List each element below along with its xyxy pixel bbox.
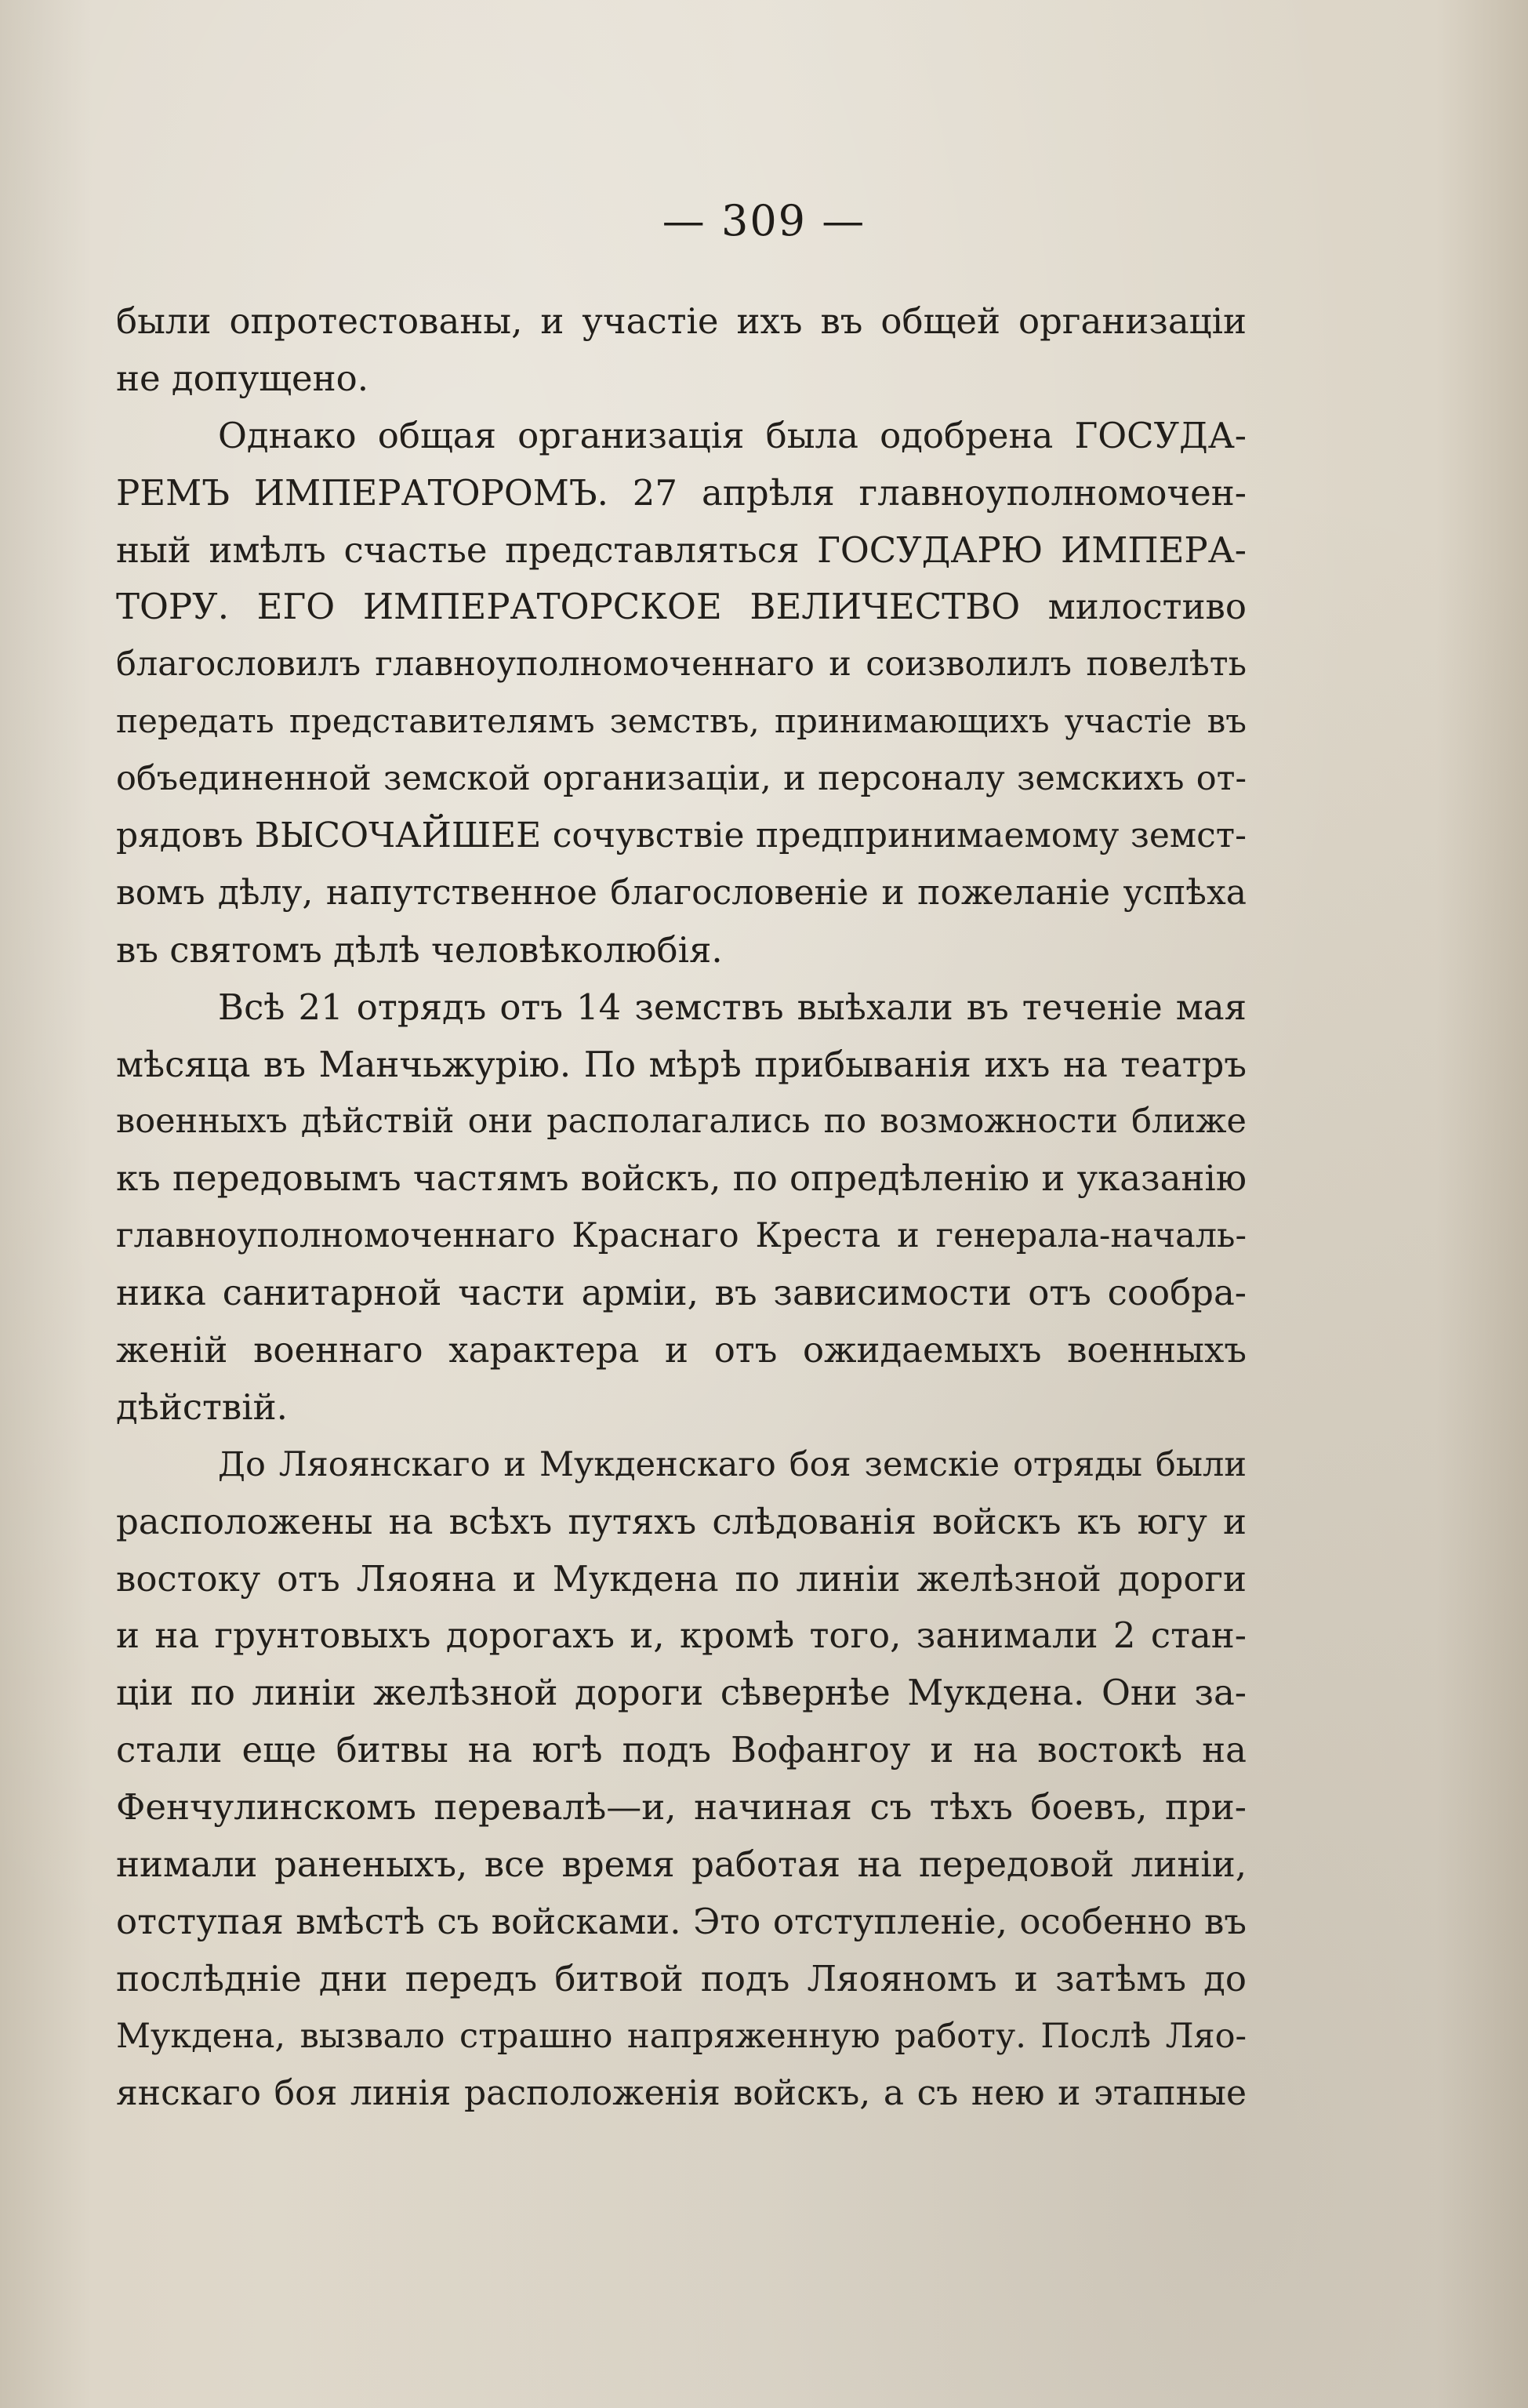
- text-line: ціи по линіи желѣзной дороги сѣвернѣе Мукдена. Они за-: [116, 1672, 1247, 1714]
- text-line: и на грунтовыхъ дорогахъ и, кромѣ того, занимали 2 стан-: [116, 1614, 1247, 1657]
- text-line: вомъ дѣлу, напутственное благословеніе и пожеланіе успѣха: [116, 872, 1247, 913]
- text-line: въ святомъ дѣлѣ человѣколюбія.: [116, 928, 723, 971]
- text-line: ника санитарной части арміи, въ зависимости отъ сообра-: [116, 1272, 1247, 1314]
- text-line: мѣсяца въ Манчьжурію. По мѣрѣ прибыванія ихъ на театръ: [116, 1043, 1247, 1085]
- text-line: объединенной земской организаціи, и персоналу земскихъ от-: [116, 759, 1247, 799]
- text-line: послѣдніе дни передъ битвой подъ Ляояномъ и затѣмъ до: [116, 1957, 1247, 1999]
- text-line: янскаго боя линія расположенія войскъ, а съ нею и этапные: [116, 2072, 1247, 2113]
- text-line: РЕМЪ ИМПЕРАТОРОМЪ. 27 апрѣля главноуполномочен-: [116, 471, 1247, 514]
- text-line: дѣйствій.: [116, 1386, 288, 1428]
- text-line: Мукдена, вызвало страшно напряженную работу. Послѣ Ляо-: [116, 2016, 1247, 2056]
- page-number: — 309 —: [662, 196, 866, 245]
- text-line: къ передовымъ частямъ войскъ, по опредѣленію и указанію: [116, 1157, 1247, 1200]
- text-line: благословилъ главноуполномоченнаго и соизволилъ повелѣть: [116, 645, 1247, 685]
- text-line: ТОРУ. ЕГО ИМПЕРАТОРСКОЕ ВЕЛИЧЕСТВО милостиво: [116, 586, 1247, 628]
- text-line: главноуполномоченнаго Краснаго Креста и генерала-началь-: [116, 1216, 1247, 1256]
- text-line: не допущено.: [116, 357, 369, 399]
- text-line: До Ляоянскаго и Мукденскаго боя земскіе отряды были: [218, 1444, 1247, 1484]
- text-line: Всѣ 21 отрядъ отъ 14 земствъ выѣхали въ теченіе мая: [218, 986, 1247, 1028]
- text-line: женій военнаго характера и отъ ожидаемыхъ военныхъ: [116, 1329, 1247, 1371]
- text-line: расположены на всѣхъ путяхъ слѣдованія войскъ къ югу и: [116, 1500, 1247, 1542]
- text-line: востоку отъ Ляояна и Мукдена по линіи желѣзной дороги: [116, 1557, 1247, 1600]
- text-line: были опротестованы, и участіе ихъ въ общей организаціи: [116, 300, 1247, 342]
- text-line: передать представителямъ земствъ, принимающихъ участіе въ: [116, 702, 1247, 741]
- text-line: Однако общая организація была одобрена ГОСУДА-: [218, 414, 1247, 456]
- text-line: отступая вмѣстѣ съ войсками. Это отступленіе, особенно въ: [116, 1900, 1247, 1942]
- body-text: [116, 293, 1247, 2123]
- text-line: ный имѣлъ счастье представляться ГОСУДАРЮ ИМПЕРА-: [116, 528, 1247, 571]
- text-line: нимали раненыхъ, все время работая на передовой линіи,: [116, 1843, 1247, 1886]
- text-line: Фенчулинскомъ перевалѣ—и, начиная съ тѣхъ боевъ, при-: [116, 1786, 1247, 1829]
- text-line: рядовъ ВЫСОЧАЙШЕЕ сочувствіе предпринимаемому земст-: [116, 815, 1247, 856]
- text-line: военныхъ дѣйствій они располагались по возможности ближе: [116, 1102, 1247, 1142]
- text-line: стали еще битвы на югѣ подъ Вофангоу и на востокѣ на: [116, 1729, 1247, 1771]
